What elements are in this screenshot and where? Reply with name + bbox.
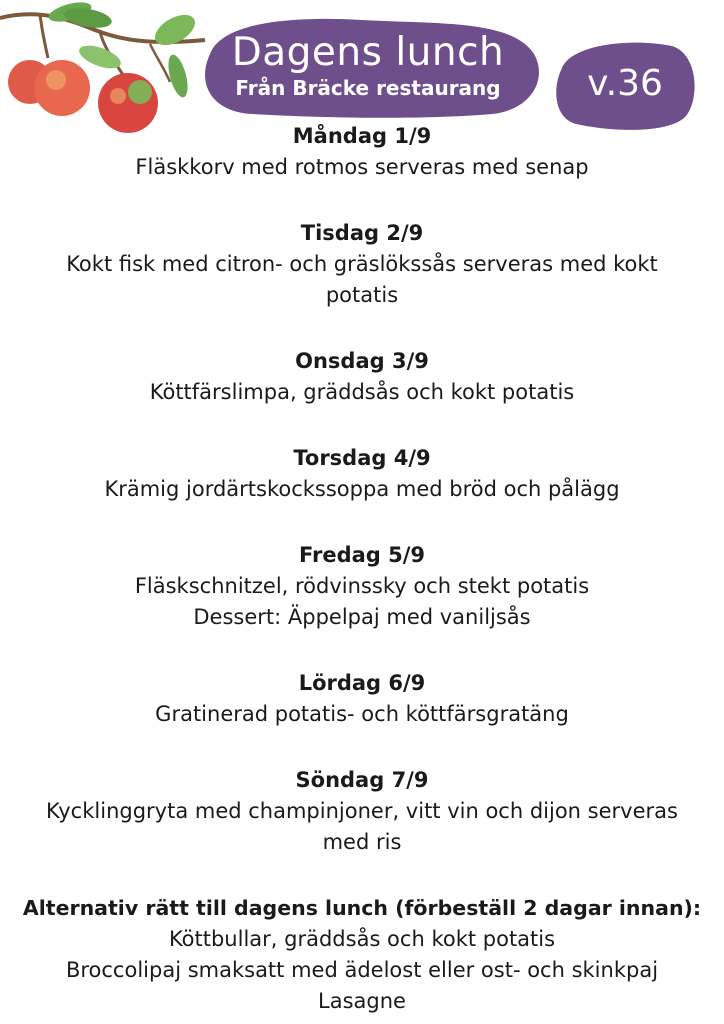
day-name: Torsdag 4/9 [293,446,431,470]
dish: Fläskkorv med rotmos serveras med senap [135,155,589,179]
apple-branch-icon [0,0,215,140]
day-name: Måndag 1/9 [292,124,432,148]
day-tuesday [0,217,724,311]
week-number: v.36 [587,63,663,104]
day-saturday [0,667,724,730]
dessert: Dessert: Äppelpaj med vaniljsås [193,605,531,629]
day-wednesday [0,345,724,408]
dish: Fläskschnitzel, rödvinssky och stekt potatis [134,574,590,598]
page-title: Dagens lunch [231,30,505,75]
day-name: Onsdag 3/9 [295,349,429,373]
dish: Köttfärslimpa, gräddsås och kokt potatis [149,380,575,404]
day-friday [0,539,724,633]
alternative-dishes [0,892,724,1017]
day-sunday [0,764,724,858]
day-thursday [0,442,724,505]
day-name: Söndag 7/9 [295,768,429,792]
alternative-title: Alternativ rätt till dagens lunch (förbeställ 2 dagar innan): [22,896,702,920]
day-name: Lördag 6/9 [298,671,426,695]
alternative-dish: Köttbullar, gräddsås och kokt potatis [168,927,556,951]
dish: Krämig jordärtskockssoppa med bröd och pålägg [104,477,620,501]
day-name: Tisdag 2/9 [300,221,424,245]
lunch-menu [0,120,724,1017]
day-monday [0,120,724,183]
alternative-dish: Broccolipaj smaksatt med ädelost eller ost- och skinkpaj [65,958,659,982]
dish: Kokt fisk med citron- och gräslökssås serveras med kokt potatis [66,252,658,307]
dish: Gratinerad potatis- och köttfärsgratäng [155,702,569,726]
day-name: Fredag 5/9 [298,543,426,567]
alternative-dish: Lasagne [318,989,406,1013]
restaurant-name: Från Bräcke restaurang [235,76,501,100]
dish: Kycklinggryta med champinjoner, vitt vin och dijon serveras med ris [46,799,678,854]
